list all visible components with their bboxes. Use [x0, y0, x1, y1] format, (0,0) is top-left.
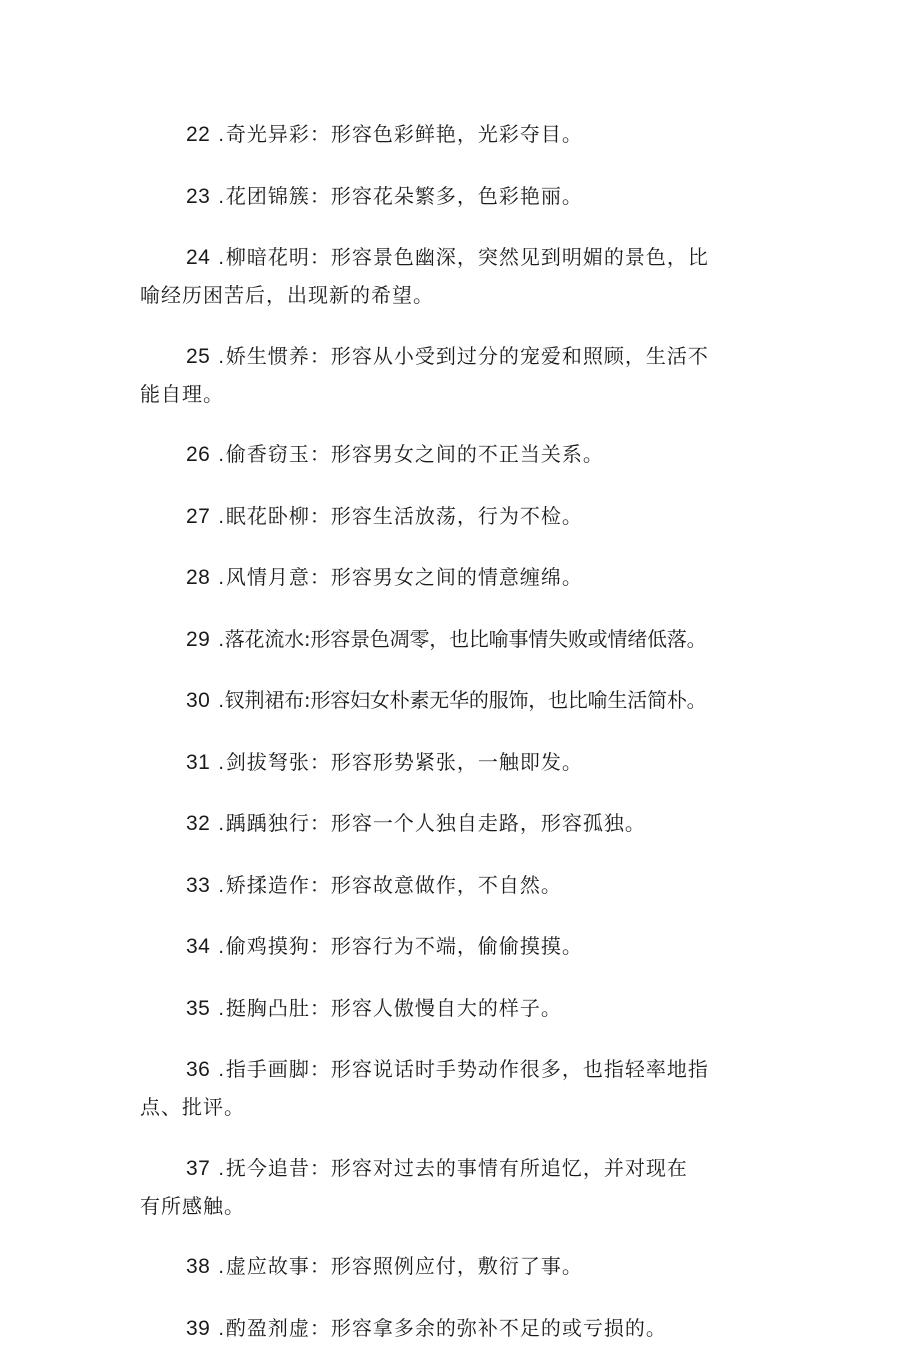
entry-separator: .: [218, 1317, 225, 1340]
list-item: [140, 116, 790, 154]
entry-number: 28: [186, 566, 211, 589]
list-item: [140, 338, 790, 413]
entry-separator: .: [218, 124, 225, 146]
entry-definition: 形容一个人独自走路，形容孤独。: [330, 811, 646, 835]
entry-continuation: 喻经历困苦后，出现新的希望。: [140, 283, 434, 307]
entry-number: 25: [186, 344, 211, 368]
list-item: [140, 1150, 790, 1225]
list-item: [140, 1310, 790, 1348]
list-item: [140, 621, 790, 659]
entry-definition: 形容男女之间的不正当关系。: [330, 442, 604, 466]
entry-definition: 形容男女之间的情意缠绵。: [330, 565, 583, 589]
list-item: [140, 239, 790, 314]
list-item: [140, 744, 790, 782]
list-item: [140, 990, 790, 1028]
entry-term: 剑拔弩张: [225, 749, 310, 774]
entry-definition: 形容形势紧张，一触即发。: [330, 749, 583, 774]
entry-continuation: 有所感触。: [140, 1193, 245, 1218]
entry-colon: ：: [309, 995, 331, 1020]
entry-separator: .: [218, 1256, 225, 1278]
entry-colon: ：: [309, 1254, 331, 1278]
entry-number: 29: [186, 627, 211, 651]
entry-colon: ：: [309, 1057, 331, 1081]
entry-separator: .: [218, 505, 225, 528]
entry-colon: :: [303, 626, 311, 651]
entry-separator: .: [218, 567, 225, 589]
list-item: [140, 1051, 790, 1126]
entry-number: 24: [186, 246, 211, 269]
entry-colon: ：: [309, 122, 331, 146]
list-item: [140, 498, 790, 536]
entry-separator: .: [218, 628, 224, 651]
entry-number: 22: [186, 123, 211, 146]
list-item: [140, 1248, 790, 1286]
entry-number: 39: [186, 1316, 211, 1340]
entry-colon: ：: [309, 1155, 331, 1180]
entry-continuation: 能自理。: [140, 381, 224, 406]
entry-definition: 形容拿多余的弥补不足的或亏损的。: [330, 1315, 667, 1340]
entry-colon: ：: [309, 872, 331, 897]
entry-number: 37: [186, 1156, 211, 1180]
entry-definition: 形容景色凋零，也比喻事情失败或情绪低落。: [310, 626, 707, 651]
entry-colon: ：: [309, 934, 331, 958]
entry-colon: ：: [309, 183, 331, 208]
entry-colon: ：: [309, 503, 331, 528]
list-item: [140, 436, 790, 474]
entry-term: 钗荆裙布: [224, 688, 304, 712]
entry-colon: ：: [309, 749, 331, 774]
entry-definition: 形容妇女朴素无华的服饰，也比喻生活简朴。: [310, 688, 707, 712]
entry-definition: 形容花朵繁多，色彩艳丽。: [330, 183, 583, 208]
entry-separator: .: [218, 1157, 225, 1180]
entry-term: 柳暗花明: [225, 245, 310, 269]
entry-definition: 形容故意做作，不自然。: [330, 872, 562, 897]
entry-term: 指手画脚: [225, 1057, 310, 1081]
entry-separator: .: [218, 936, 225, 958]
entry-definition: 形容说话时手势动作很多，也指轻率地指: [330, 1057, 709, 1081]
entry-number: 23: [186, 184, 211, 208]
entry-term: 抚今追昔: [225, 1155, 310, 1180]
entry-term: 酌盈剂虚: [225, 1315, 310, 1340]
entry-definition: 形容生活放荡，行为不检。: [330, 503, 583, 528]
entry-term: 踽踽独行: [225, 811, 310, 835]
entry-separator: .: [218, 690, 224, 712]
entry-colon: ：: [309, 811, 331, 835]
entry-term: 虚应故事: [225, 1254, 310, 1278]
list-item: [140, 805, 790, 843]
entry-term: 矫揉造作: [225, 872, 310, 897]
entry-colon: ：: [309, 343, 331, 368]
idiom-list: [140, 116, 790, 1371]
entry-definition: 形容人傲慢自大的样子。: [330, 995, 562, 1020]
list-item: [140, 928, 790, 966]
entry-separator: .: [218, 751, 225, 774]
entry-definition: 形容从小受到过分的宠爱和照顾，生活不: [330, 343, 709, 368]
entry-term: 偷香窃玉: [225, 442, 310, 466]
entry-separator: .: [218, 247, 225, 269]
list-item: [140, 682, 790, 720]
entry-term: 挺胸凸肚: [225, 995, 310, 1020]
entry-colon: ：: [309, 442, 331, 466]
entry-continuation: 点、批评。: [140, 1095, 245, 1119]
entry-number: 35: [186, 996, 211, 1020]
entry-definition: 形容行为不端，偷偷摸摸。: [330, 934, 583, 958]
entry-definition: 形容色彩鲜艳，光彩夺目。: [330, 122, 583, 146]
entry-separator: .: [218, 997, 225, 1020]
entry-number: 34: [186, 935, 211, 958]
entry-separator: .: [218, 813, 225, 835]
entry-definition: 形容照例应付，敷衍了事。: [330, 1254, 583, 1278]
entry-term: 娇生惯养: [225, 343, 310, 368]
entry-term: 风情月意: [225, 565, 310, 589]
entry-separator: .: [218, 1059, 225, 1081]
list-item: [140, 559, 790, 597]
entry-colon: :: [303, 688, 311, 712]
entry-number: 31: [186, 750, 211, 774]
entry-definition: 形容景色幽深，突然见到明媚的景色，比: [330, 245, 709, 269]
entry-colon: ：: [309, 565, 331, 589]
entry-separator: .: [218, 345, 225, 368]
entry-number: 32: [186, 812, 211, 835]
entry-colon: ：: [309, 1315, 331, 1340]
entry-number: 26: [186, 443, 211, 466]
entry-number: 36: [186, 1058, 211, 1081]
entry-number: 30: [186, 689, 211, 712]
list-item: [140, 178, 790, 216]
entry-term: 偷鸡摸狗: [225, 934, 310, 958]
entry-number: 27: [186, 504, 211, 528]
entry-separator: .: [218, 185, 225, 208]
entry-term: 落花流水: [224, 626, 304, 651]
entry-colon: ：: [309, 245, 331, 269]
list-item: [140, 867, 790, 905]
entry-separator: .: [218, 444, 225, 466]
entry-term: 眠花卧柳: [225, 503, 310, 528]
entry-definition: 形容对过去的事情有所追忆，并对现在: [330, 1155, 688, 1180]
entry-number: 33: [186, 873, 211, 897]
entry-term: 奇光异彩: [225, 122, 310, 146]
entry-separator: .: [218, 874, 225, 897]
entry-number: 38: [186, 1255, 211, 1278]
entry-term: 花团锦簇: [225, 183, 310, 208]
